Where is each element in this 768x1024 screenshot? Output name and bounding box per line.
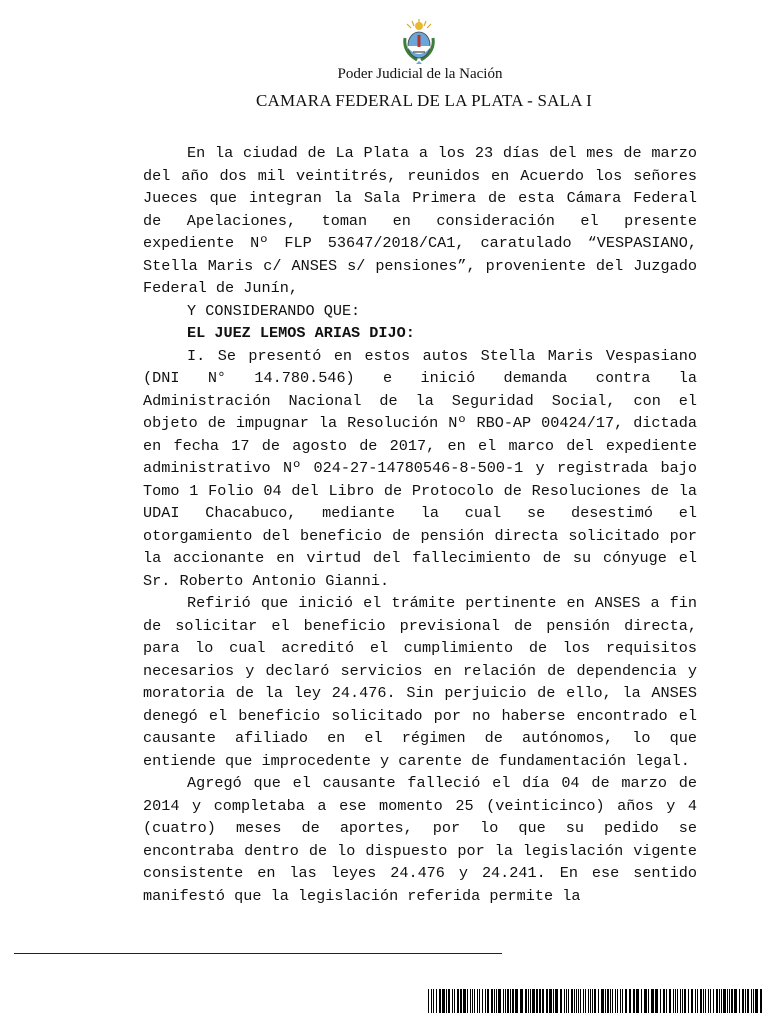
barcode-bar — [675, 989, 676, 1013]
barcode-bar — [428, 989, 429, 1013]
barcode-bar — [713, 989, 714, 1013]
barcode-bar — [566, 989, 567, 1013]
barcode-bar — [479, 989, 480, 1013]
barcode-bar — [617, 989, 618, 1013]
barcode-bar — [705, 989, 706, 1013]
barcode-bar — [625, 989, 627, 1013]
barcode-bar — [747, 989, 749, 1013]
barcode-bar — [666, 989, 667, 1013]
paragraph-considering: Y CONSIDERANDO QUE: — [187, 301, 361, 320]
barcode-bar — [539, 989, 541, 1013]
barcode-bar — [463, 989, 466, 1013]
chamber-title: CAMARA FEDERAL DE LA PLATA - SALA I — [255, 91, 593, 110]
barcode-bar — [742, 989, 744, 1013]
barcode-bar — [590, 989, 591, 1013]
footer-divider — [14, 953, 502, 954]
barcode-bar — [641, 989, 642, 1013]
barcode-bar — [494, 989, 495, 1013]
barcode-bar — [474, 989, 475, 1013]
barcode-bar — [564, 989, 565, 1013]
barcode-bar — [498, 989, 501, 1013]
barcode-bar — [636, 989, 639, 1013]
barcode-bar — [530, 989, 531, 1013]
barcode-bar — [719, 989, 720, 1013]
barcode-bar — [532, 989, 535, 1013]
barcode-bar — [610, 989, 611, 1013]
barcode-bar — [745, 989, 746, 1013]
barcode-bar — [433, 989, 434, 1013]
barcode-bar — [739, 989, 740, 1013]
barcode-bar — [598, 989, 599, 1013]
barcode-bar — [721, 989, 722, 1013]
barcode-bar — [731, 989, 733, 1013]
barcode-bar — [729, 989, 730, 1013]
barcode-bar — [612, 989, 613, 1013]
barcode-bar — [491, 989, 493, 1013]
barcode-bar — [673, 989, 674, 1013]
national-coat-of-arms-icon — [399, 18, 439, 64]
barcode-bar — [622, 989, 623, 1013]
barcode-bar — [727, 989, 728, 1013]
barcode-bar — [525, 989, 527, 1013]
paragraph-section-one: I. Se presentó en estos autos Stella Maris Vespasiano (DNI N° 14.780.546) e inició demanda contra la Administración Nacional de la Seguridad Social, con el objeto de impugnar la Resolución Nº RBO-AP 00424/17, dictada en fecha 17 de agosto de 2017, en el marco del expediente administrativo Nº 024-27-14780546-8-500-1 y registrada bajo Tomo 1 Folio 04 del Libro de Protocolo de Resoluciones de la UDAI Chacabuco, mediante la cual se desestimó el otorgamiento del beneficio de pensión directa solicitado por la accionante en virtud del fallecimiento de su cónyuge el Sr. Roberto Antonio Gianni. — [143, 346, 697, 590]
barcode-bar — [588, 989, 589, 1013]
barcode-bar — [555, 989, 558, 1013]
barcode-bar — [553, 989, 554, 1013]
barcode-bar — [760, 989, 762, 1013]
barcode-bar — [680, 989, 681, 1013]
barcode-bar — [629, 989, 631, 1013]
barcode-bar — [700, 989, 702, 1013]
barcode-bar — [583, 989, 584, 1013]
document-body — [143, 142, 697, 907]
barcode-bar — [644, 989, 647, 1013]
barcode-bar — [442, 989, 445, 1013]
barcode-bar — [605, 989, 606, 1013]
barcode-bar — [710, 989, 711, 1013]
barcode-bar — [477, 989, 478, 1013]
barcode-bar — [485, 989, 486, 1013]
barcode-icon — [428, 989, 764, 1013]
barcode-bar — [520, 989, 523, 1013]
barcode-bar — [436, 989, 437, 1013]
barcode-bar — [601, 989, 604, 1013]
barcode-bar — [682, 989, 683, 1013]
barcode-bar — [452, 989, 453, 1013]
paragraph-refirio: Refirió que inició el trámite pertinente en ANSES a fin de solicitar el beneficio previsional de pensión directa, para lo cual acreditó el cumplimiento de los requisitos necesarios y declaró servicios en relación de dependencia y moratoria de la ley 24.476. Sin perjuicio de ello, la ANSES denegó el beneficio solicitado por no haberse encontrado el causante afiliado en el régimen de autónomos, lo que entiende que improcedente y carente de fundamentación legal. — [143, 594, 697, 770]
barcode-bar — [607, 989, 609, 1013]
barcode-bar — [708, 989, 709, 1013]
barcode-bar — [574, 989, 575, 1013]
barcode-bar — [751, 989, 752, 1013]
barcode-bar — [536, 989, 538, 1013]
barcode-bar — [660, 989, 661, 1013]
barcode-bar — [457, 989, 459, 1013]
barcode-bar — [580, 989, 581, 1013]
barcode-bar — [633, 989, 635, 1013]
barcode-bar — [496, 989, 497, 1013]
barcode-bar — [688, 989, 689, 1013]
barcode-bar — [439, 989, 441, 1013]
barcode-bar — [703, 989, 704, 1013]
barcode-bar — [663, 989, 665, 1013]
barcode-bar — [755, 989, 758, 1013]
barcode-bar — [723, 989, 726, 1013]
court-name: Poder Judicial de la Nación — [337, 66, 503, 82]
barcode-bar — [510, 989, 511, 1013]
barcode-bar — [512, 989, 514, 1013]
barcode-bar — [677, 989, 678, 1013]
barcode-bar — [578, 989, 579, 1013]
barcode-bar — [454, 989, 455, 1013]
barcode-bar — [560, 989, 562, 1013]
barcode-bar — [651, 989, 654, 1013]
barcode-bar — [571, 989, 573, 1013]
barcode-bar — [655, 989, 658, 1013]
barcode-bar — [549, 989, 552, 1013]
barcode-bar — [669, 989, 671, 1013]
paragraph-opening: En la ciudad de La Plata a los 23 días del mes de marzo del año dos mil veintitrés, reunidos en Acuerdo los señores Jueces que integran la Sala Primera de esta Cámara Federal de Apelaciones, toman en consideración el presente expediente Nº FLP 53647/2018/CA1, caratulado “VESPASIANO, Stella Maris c/ ANSES s/ pensiones”, proveniente del Juzgado Federal de Junín, — [143, 144, 697, 297]
barcode-bar — [734, 989, 737, 1013]
barcode-bar — [594, 989, 596, 1013]
barcode-bar — [716, 989, 718, 1013]
barcode-bar — [615, 989, 616, 1013]
barcode-bar — [528, 989, 529, 1013]
barcode-bar — [697, 989, 698, 1013]
paragraph-agrego: Agregó que el causante falleció el día 04 de marzo de 2014 y completaba a ese momento 25 (veinticinco) años y 4 (cuatro) meses de aportes, por lo que su pedido se encontraba dentro de lo dispuesto por la legislación vigente consistente en las leyes 24.476 y 24.241. En ese sentido manifestó que la legislación referida permite la — [143, 774, 697, 905]
barcode-bar — [691, 989, 693, 1013]
barcode-bar — [482, 989, 483, 1013]
barcode-bar — [515, 989, 518, 1013]
barcode-bar — [546, 989, 548, 1013]
barcode-bar — [503, 989, 504, 1013]
barcode-bar — [446, 989, 447, 1013]
barcode-bar — [487, 989, 489, 1013]
barcode-bar — [753, 989, 754, 1013]
barcode-bar — [431, 989, 432, 1013]
barcode-bar — [542, 989, 544, 1013]
barcode-bar — [695, 989, 696, 1013]
barcode-bar — [448, 989, 450, 1013]
barcode-bar — [505, 989, 506, 1013]
barcode-bar — [568, 989, 569, 1013]
barcode-bar — [470, 989, 471, 1013]
barcode-bar — [507, 989, 509, 1013]
barcode-bar — [648, 989, 649, 1013]
barcode-bar — [585, 989, 586, 1013]
barcode-bar — [460, 989, 462, 1013]
barcode-bar — [467, 989, 468, 1013]
barcode-bar — [576, 989, 577, 1013]
barcode-bar — [620, 989, 621, 1013]
barcode-bar — [684, 989, 686, 1013]
barcode-bar — [592, 989, 593, 1013]
barcode-bar — [472, 989, 473, 1013]
paragraph-judge-heading: EL JUEZ LEMOS ARIAS DIJO: — [187, 324, 415, 342]
